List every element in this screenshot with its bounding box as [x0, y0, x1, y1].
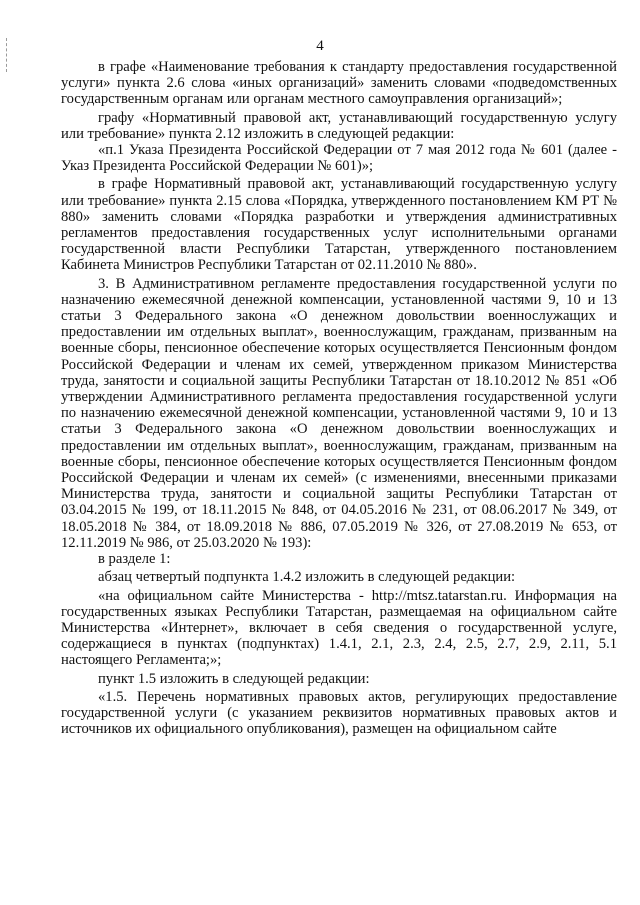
- paragraph-decree-601: «п.1 Указа Президента Российской Федерации от 7 мая 2012 года № 601 (далее - Указ Президента Российской Федерации № 601)»;: [61, 142, 617, 175]
- paragraph-official-site: «на официальном сайте Министерства - http://mtsz.tatarstan.ru. Информация на государственных языках Республики Татарстан, размещаемая на официальном сайте Министерства «Интернет», включает в себя сведения о государственной услуге, содержащиеся в пунктах (подпунктах) 1.4.1, 2.1, 2.3, 2.4, 2.5, 2.7, 2.9, 2.11, 5.1 настоящего Регламента;»;: [61, 587, 617, 669]
- paragraph-list-of-acts: «1.5. Перечень нормативных правовых актов, регулирующих предоставление государственной услуги (с указанием реквизитов нормативных правовых актов и источников их официального опубликования), размещен на официальном сайте: [61, 688, 617, 738]
- paragraph-section-3: 3. В Административном регламенте предоставления государственной услуги по назначению ежемесячной денежной компенсации, установленной частями 9, 10 и 13 статьи 3 Федерального закона «О денежном довольствии военнослужащих и предоставлении им отдельных выплат», военнослужащим, гражданам, призванным на военные сборы, пенсионное обеспечение которых осуществляется Пенсионным фондом Российской Федерации и членам их семей, утвержденном приказом Министерства труда, занятости и социальной защиты Республики Татарстан от 18.10.2012 № 851 «Об утверждении Административного регламента предоставления государственной услуги по назначению ежемесячной денежной компенсации, установленной частями 9, 10 и 13 статьи 3 Федерального закона «О денежном довольствии военнослужащих и предоставлении им отдельных выплат», военнослужащим, гражданам, призванным на военные сборы, пенсионное обеспечение которых осуществляется Пенсионным фондом Российской Федерации и членам их семей» (с изменениями, внесенными приказами Министерства труда, занятости и социальной защиты Республики Татарстан от 03.04.2015 № 199, от 18.11.2015 № 848, от 04.05.2016 № 231, от 08.06.2017 № 349, от 18.05.2018 № 384, от 18.09.2018 № 886, 07.05.2019 № 326, от 27.08.2019 № 653, от 12.11.2019 № 986, от 25.03.2020 № 193):: [61, 275, 617, 551]
- paragraph-item-2-15: в графе Нормативный правовой акт, устанавливающий государственную услугу или требование» пункта 2.15 слова «Порядка, утвержденного постановлением КМ РТ № 880» заменить словами «Порядка разработки и утверждения административных регламентов предоставления государственных услуг исполнительными органами государственной власти Республики Татарстан, утвержденного постановлением Кабинета Министров Республики Татарстан от 02.11.2010 № 880».: [61, 176, 617, 274]
- paragraph-item-1-5: пункт 1.5 изложить в следующей редакции:: [98, 670, 370, 687]
- paragraph-subitem-1-4-2: абзац четвертый подпункта 1.4.2 изложить в следующей редакции:: [98, 569, 516, 586]
- paragraph-item-2-12: графу «Нормативный правовой акт, устанавливающий государственную услугу или требование» пункта 2.12 изложить в следующей редакции:: [61, 109, 617, 142]
- paragraph-item-2-6: в графе «Наименование требования к стандарту предоставления государственной услуги» пункта 2.6 слова «иных организаций» заменить словами «подведомственных государственным органам или органам местного самоуправления организаций»;: [61, 59, 617, 108]
- paragraph-in-section-1: в разделе 1:: [98, 551, 171, 568]
- document-body: [61, 59, 617, 737]
- page-number: 4: [316, 38, 324, 54]
